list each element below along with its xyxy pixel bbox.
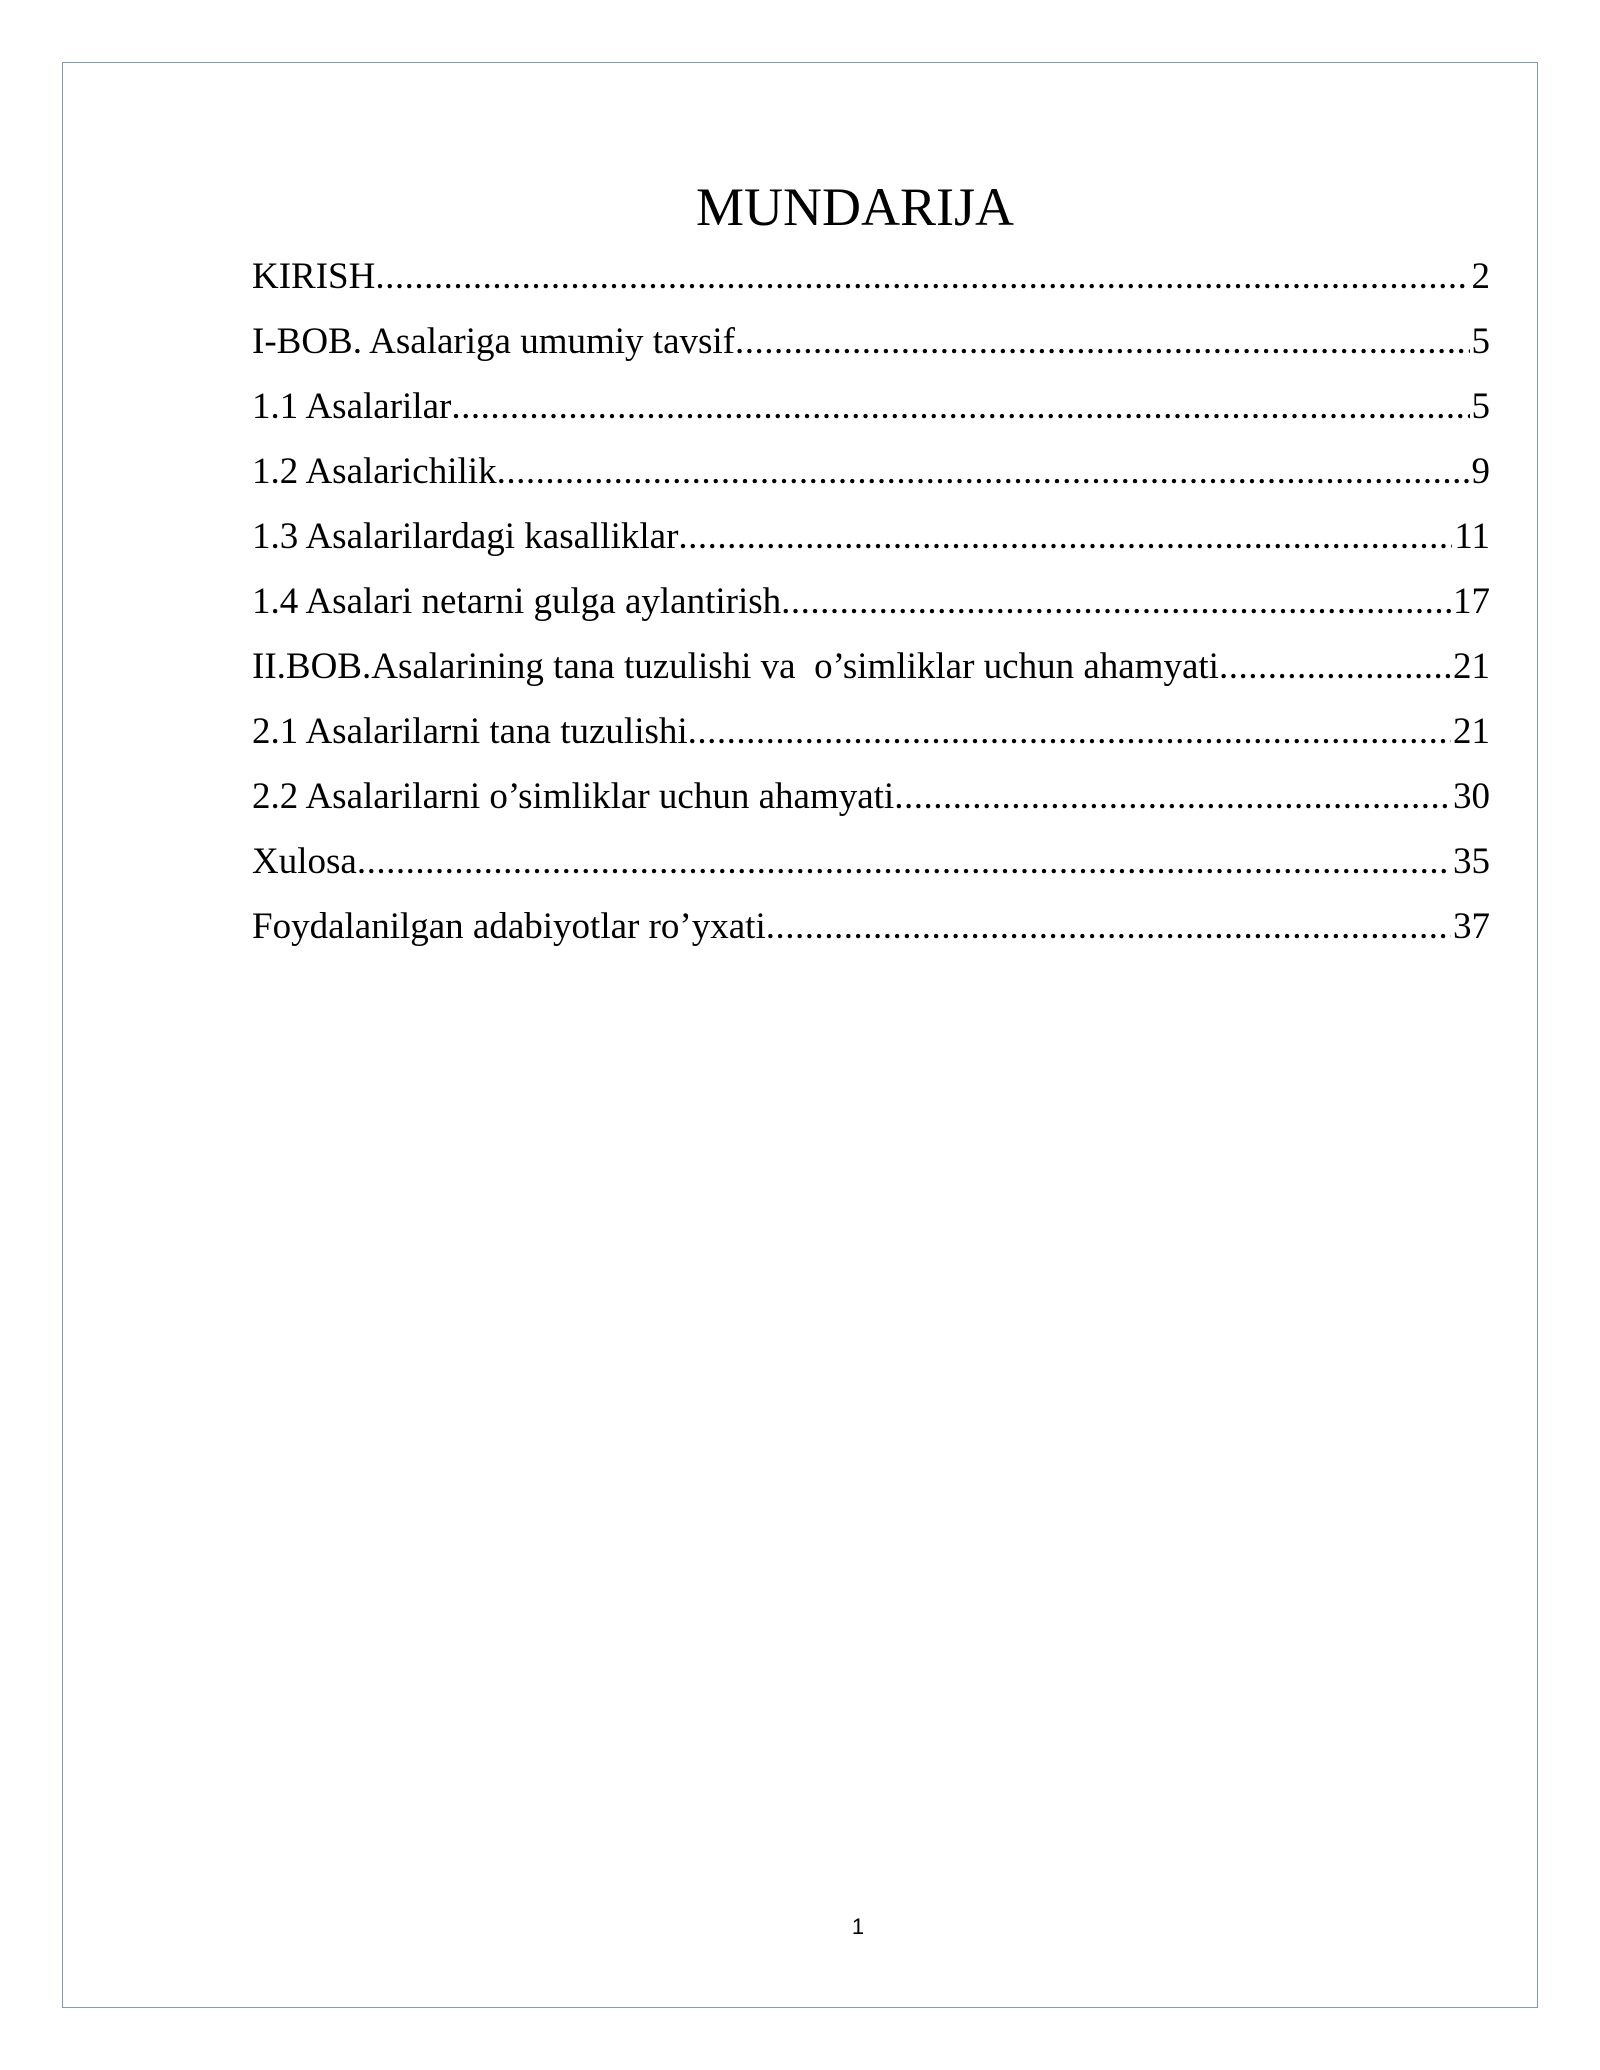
toc-entry-label: Foydalanilgan adabiyotlar ro’yxati: [252, 906, 766, 947]
toc-dot-leader: [678, 513, 1452, 561]
toc-entry-section-1-4: [252, 578, 1490, 643]
toc-dot-leader: [781, 578, 1451, 626]
toc-dot-leader: [894, 773, 1451, 821]
page-number: 1: [851, 1914, 865, 1939]
toc-entry-page: 2: [1471, 256, 1490, 297]
toc-entry-section-2-1: [252, 708, 1490, 773]
toc-entry-label: 2.1 Asalarilarni tana tuzulishi: [252, 711, 688, 752]
toc-entry-page: 35: [1453, 841, 1490, 882]
toc-entry-label: I-BOB. Asalariga umumiy tavsif: [252, 321, 735, 362]
toc-entry-label: KIRISH: [252, 256, 376, 297]
toc-dot-leader: [688, 708, 1451, 756]
toc-entry-section-1-3: [252, 513, 1490, 578]
toc-entry-page: 17: [1453, 581, 1490, 622]
toc-entry-section-1-1: [252, 383, 1490, 448]
toc-dot-leader: [375, 253, 1469, 301]
table-of-contents: [252, 253, 1490, 968]
toc-entry-page: 5: [1471, 321, 1490, 362]
toc-entry-page: 37: [1453, 906, 1490, 947]
toc-entry-page: 9: [1471, 451, 1490, 492]
toc-entry-section-2-2: [252, 773, 1490, 838]
toc-entry-references: [252, 903, 1490, 968]
toc-dot-leader: [1219, 643, 1451, 691]
toc-dot-leader: [497, 448, 1470, 496]
toc-entry-page: 11: [1454, 516, 1490, 557]
toc-dot-leader: [451, 383, 1469, 431]
toc-entry-label: 1.4 Asalari netarni gulga aylantirish: [252, 581, 782, 622]
toc-entry-kirish: [252, 253, 1490, 318]
toc-dot-leader: [735, 318, 1470, 366]
toc-entry-page: 5: [1471, 386, 1490, 427]
toc-entry-page: 21: [1453, 711, 1490, 752]
toc-dot-leader: [357, 838, 1451, 886]
toc-entry-page: 21: [1453, 646, 1490, 687]
toc-entry-label: II.BOB.Asalarining tana tuzulishi va o’simliklar uchun ahamyati: [252, 646, 1219, 687]
toc-entry-label: 1.2 Asalarichilik: [252, 451, 497, 492]
toc-entry-label: 1.1 Asalarilar: [252, 386, 452, 427]
toc-entry-chapter-2: [252, 643, 1490, 708]
toc-entry-label: 2.2 Asalarilarni o’simliklar uchun ahamyati: [252, 776, 895, 817]
toc-entry-section-1-2: [252, 448, 1490, 513]
toc-entry-label: Xulosa: [252, 841, 357, 882]
toc-entry-label: 1.3 Asalarilardagi kasalliklar: [252, 516, 679, 557]
toc-entry-xulosa: [252, 838, 1490, 903]
toc-entry-chapter-1: [252, 318, 1490, 383]
toc-entry-page: 30: [1453, 776, 1490, 817]
toc-dot-leader: [766, 903, 1451, 951]
page-title: MUNDARIJA: [695, 177, 1014, 237]
